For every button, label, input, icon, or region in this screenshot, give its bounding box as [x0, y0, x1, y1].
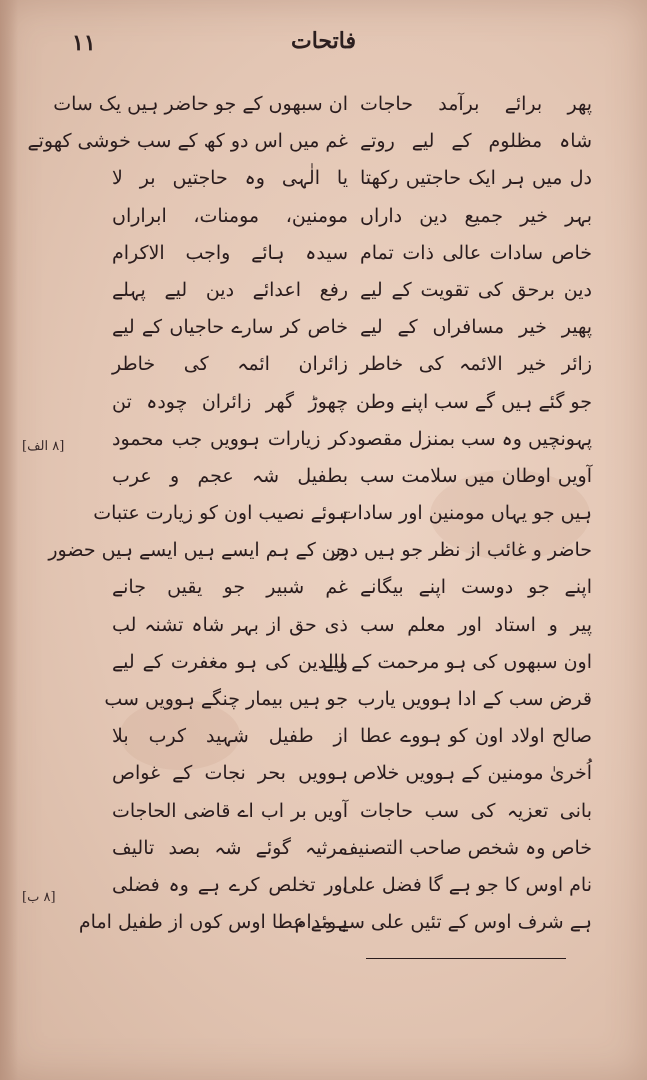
verse-line: حاضر و غائب از نظر جو ہیں دور: [331, 539, 592, 562]
verse-line: اُخریٰ مومنین کے ہوویں خلاص: [353, 762, 592, 785]
page-number: ۱۱: [72, 30, 96, 56]
verse-line: زائران ائمہ کی خاطر: [112, 353, 348, 376]
verse-line: ذی حق از بہر شاہ تشنہ لب: [112, 613, 348, 636]
verse-line: پھیر خیر مسافراں کے لیے: [360, 316, 592, 339]
verse-line: شاہ مظلوم کے لیے روتے: [360, 130, 592, 153]
verse-line: غم شبیر جو یقیں جانے: [112, 576, 348, 599]
verse-line: پھر برائے برآمد حاجات: [360, 93, 592, 115]
verse-line: رفع اعدائے دین لیے پہلے: [112, 278, 348, 301]
verse-line: ہے شرف اوس کے تئیں علی سے مدام: [294, 911, 592, 934]
verse-line: ہوئے نصیب اون کو زیارت عتبات: [93, 502, 348, 525]
page-title: فاتحات: [291, 28, 356, 54]
verse-line: زائر خیر الائمہ کی خاطر: [360, 353, 592, 376]
verse-column-right: [294, 86, 592, 941]
verse-line: ان سبھوں کے جو حاضر ہیں یک سات: [53, 93, 348, 115]
author-underline: [366, 958, 566, 959]
verse-line: ہوویں بحر نجات کے غواص: [112, 762, 348, 785]
verse-line: یا الٰہی وہ حاجتیں بر لا: [112, 167, 348, 190]
verse-line: اون سبھوں کی ہو مرحمت کے لیے: [322, 650, 592, 673]
verse-line: دل میں ہر ایک حاجتیں رکھتا: [360, 167, 592, 190]
folio-marker: [۸ ب]: [22, 890, 56, 905]
verse-line: از طفیل شہید کرب بلا: [112, 725, 348, 748]
verse-line: قرض سب کے ادا ہوویں یارب: [357, 688, 592, 710]
verse-line: سیدہ ہائے واجب الاکرام: [112, 241, 348, 264]
folio-marker: [۸ الف]: [22, 439, 65, 454]
verse-line: نام اوس کا جو ہے گا فضل علی: [342, 873, 592, 896]
verse-line: کر زیارات ہوویں جب محمود: [112, 427, 348, 450]
verse-line: آویں اوطان میں سلامت سب: [360, 464, 592, 487]
verse-line: خاص وہ شخص صاحب التصنیف: [338, 836, 592, 859]
verse-line: ہیں جو یہاں مومنین اور سادات: [339, 502, 592, 525]
verse-line: پیر و استاد اور معلم سب: [360, 613, 592, 636]
verse-line: جو ہیں بیمار چنگے ہوویں سب: [104, 688, 348, 710]
verse-line: خاص سادات عالی ذات تمام: [360, 241, 592, 264]
verse-line: چھوڑ گھر زائران چودہ تن: [112, 390, 348, 413]
verse-line: جو گئے ہیں گے سب اپنے وطن: [356, 390, 592, 413]
verse-line: مومنین، مومنات، ابراراں: [112, 204, 348, 227]
verse-line: پہونچیں وہ سب بمنزل مقصود: [348, 427, 592, 450]
verse-line: اور تخلص کرے ہے وہ فضلی: [112, 873, 348, 896]
verse-line: بہر خیر جمیع دین داراں: [360, 204, 592, 227]
verse-line: بطفیل شہ عجم و عرب: [112, 464, 348, 487]
verse-line: آویں بر اب اے قاضی الحاجات: [112, 799, 348, 822]
verse-line: مرثیہ گوئے شہ بصد تالیف: [112, 836, 348, 859]
verse-line: بانی تعزیہ کی سب حاجات: [360, 799, 592, 822]
verse-line: صالح اولاد اون کو ہووے عطا: [360, 725, 592, 748]
verse-line: ہوئے عطا اوس کوں از طفیل امام: [78, 911, 348, 934]
verse-line: والدین کی ہو مغفرت کے لیے: [112, 650, 348, 673]
page-spine-shadow: [0, 0, 18, 1080]
verse-line: دین برحق کی تقویت کے لیے: [360, 278, 592, 301]
verse-line: غم میں اس دو کھ کے سب خوشی کھوتے: [27, 130, 348, 153]
verse-line: جن کے ہم ایسے ہیں ایسے ہیں حضور: [48, 539, 348, 562]
verse-line: خاص کر سارے حاجیاں کے لیے: [112, 316, 348, 339]
verse-line: اپنے جو دوست اپنے بیگانے: [360, 576, 592, 599]
